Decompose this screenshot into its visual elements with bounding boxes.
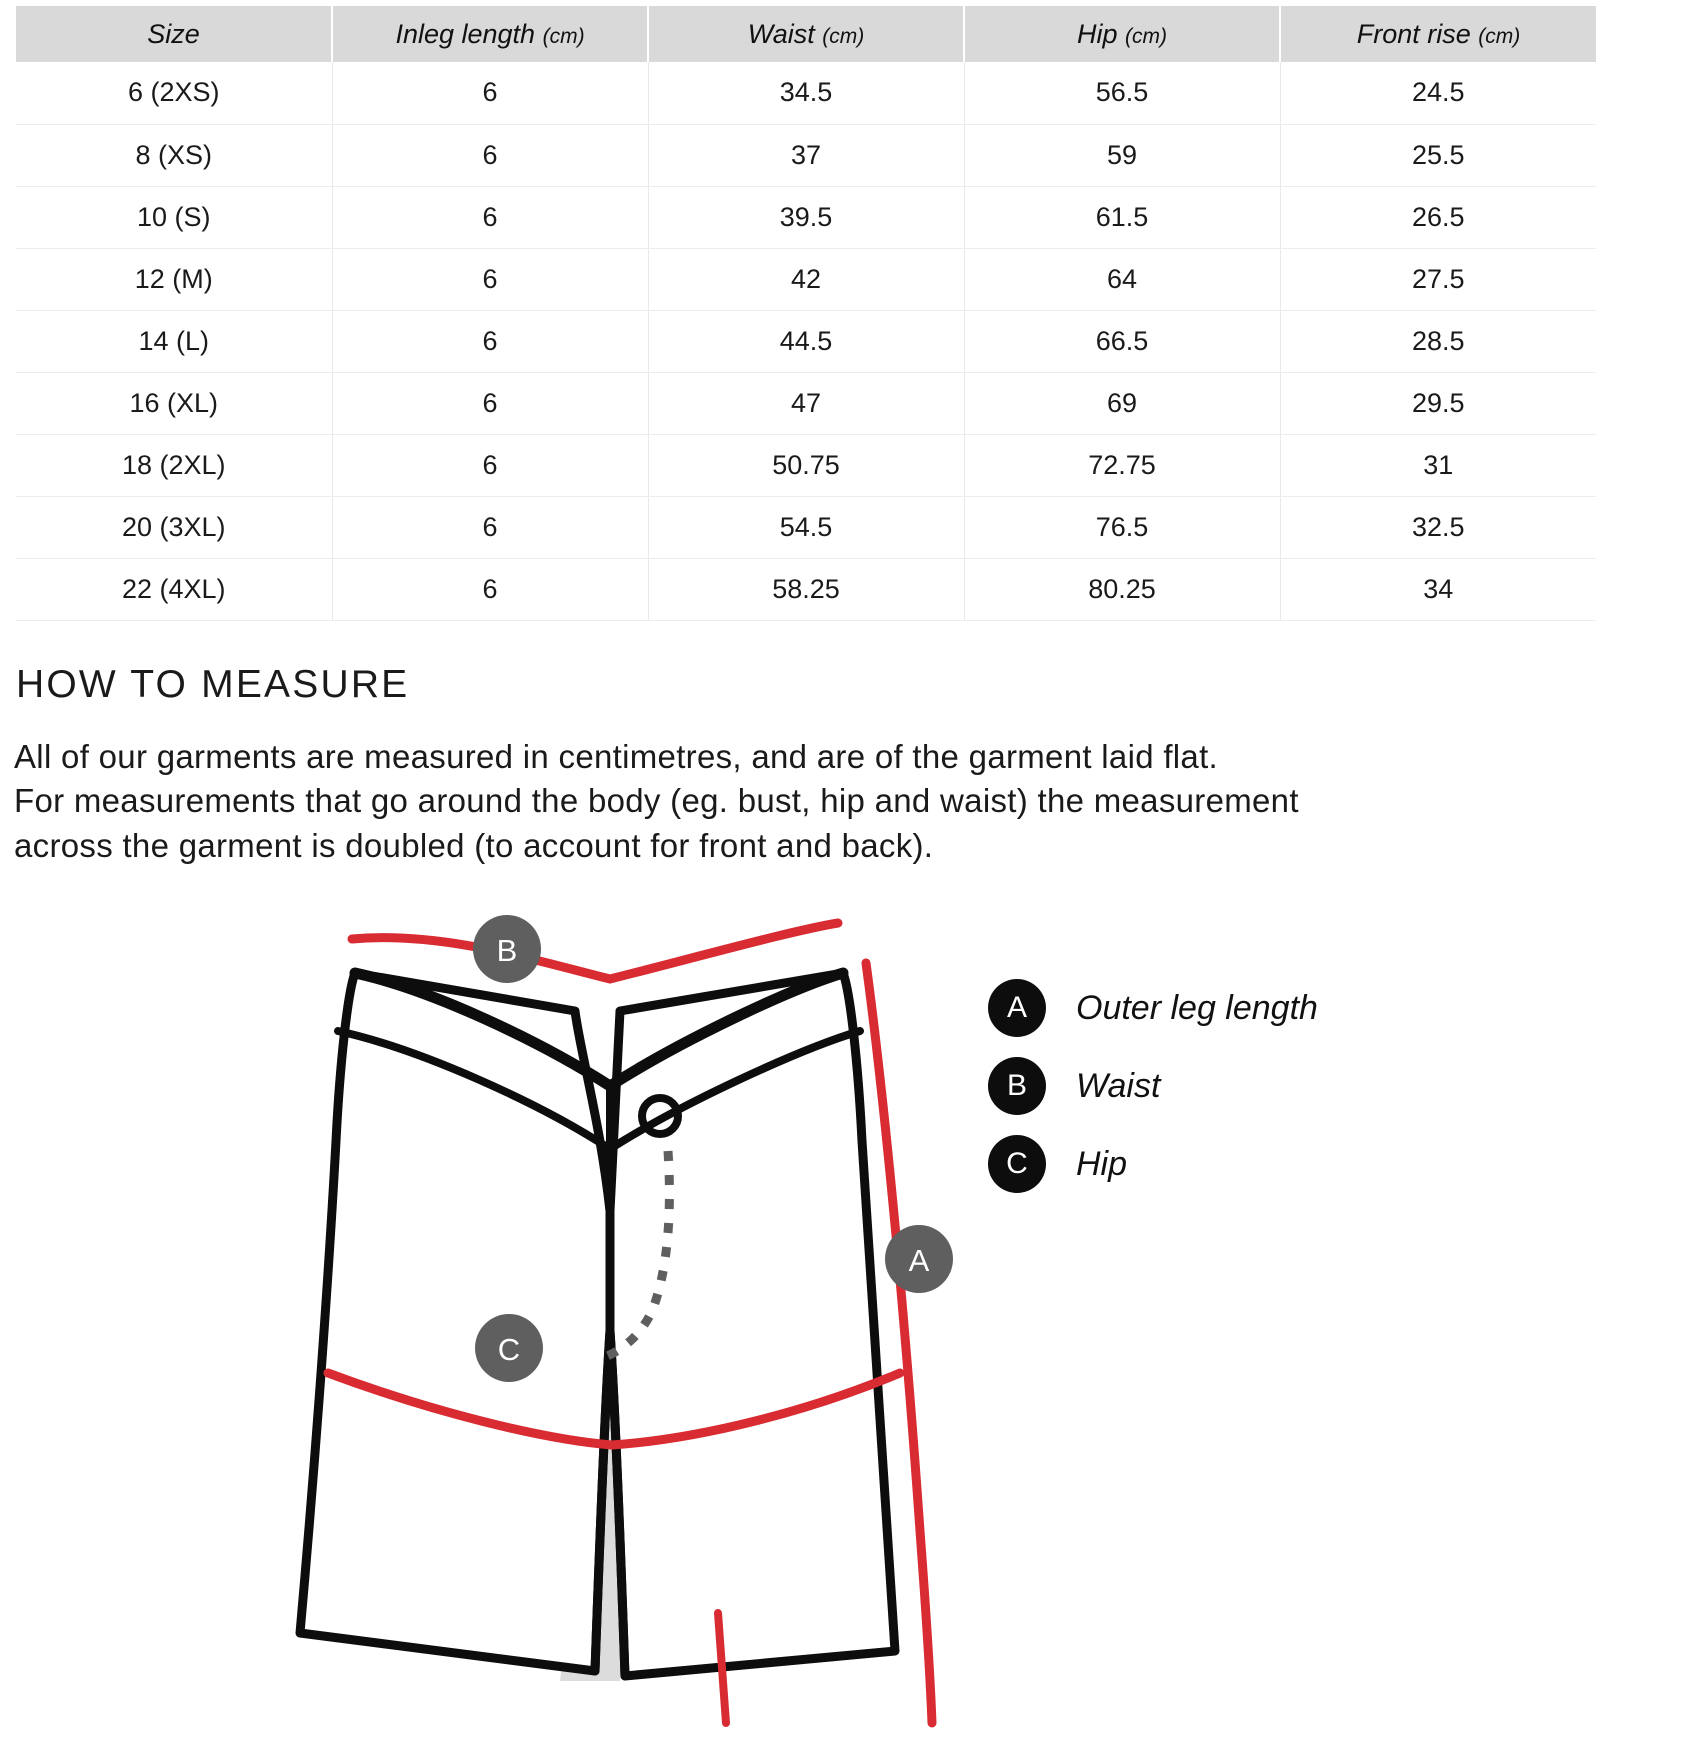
column-header-unit: (cm) [1478,24,1521,48]
cell-waist: 39.5 [648,186,964,248]
cell-front-rise: 24.5 [1280,62,1596,124]
cell-front-rise: 29.5 [1280,372,1596,434]
column-header-waist [648,6,964,62]
cell-size: 18 (2XL) [16,434,332,496]
cell-front-rise: 25.5 [1280,124,1596,186]
cell-waist: 34.5 [648,62,964,124]
cell-size: 20 (3XL) [16,496,332,558]
cell-waist: 50.75 [648,434,964,496]
cell-size: 6 (2XS) [16,62,332,124]
shorts-measurement-diagram [0,911,1683,1749]
how-to-measure-heading: HOW TO MEASURE [16,662,410,706]
legend-item-a [988,969,1408,1047]
cell-inleg-length: 6 [332,558,648,620]
legend-label-hip: Hip [1076,1144,1128,1183]
table-row [16,124,1596,186]
table-row [16,372,1596,434]
legend-badge-b: B [988,1057,1046,1115]
cell-waist: 54.5 [648,496,964,558]
legend-badge-c: C [988,1135,1046,1193]
table-row [16,434,1596,496]
legend-label-outer-leg-length: Outer leg length [1076,988,1318,1027]
cell-front-rise: 31 [1280,434,1596,496]
cell-size: 12 (M) [16,248,332,310]
table-row [16,248,1596,310]
shorts-illustration-icon [0,911,1683,1749]
legend-label-waist: Waist [1076,1066,1161,1105]
cell-front-rise: 34 [1280,558,1596,620]
how-to-measure-line-3: across the garment is doubled (to account for front and back). [14,827,934,865]
svg-text:C: C [497,1332,521,1367]
cell-inleg-length: 6 [332,496,648,558]
cell-hip: 66.5 [964,310,1280,372]
cell-inleg-length: 6 [332,124,648,186]
cell-inleg-length: 6 [332,372,648,434]
cell-hip: 64 [964,248,1280,310]
how-to-measure-line-1: All of our garments are measured in centimetres, and are of the garment laid flat. [14,737,1219,775]
cell-hip: 56.5 [964,62,1280,124]
legend-badge-a: A [988,979,1046,1037]
table-row [16,310,1596,372]
cell-hip: 69 [964,372,1280,434]
table-row [16,558,1596,620]
size-chart-table [16,6,1596,621]
legend-item-c [988,1125,1408,1203]
cell-inleg-length: 6 [332,62,648,124]
measure-line-waist [352,923,838,979]
size-guide-page [0,6,1683,1749]
column-header-label: Inleg length [395,18,536,49]
how-to-measure-body [14,735,1614,870]
table-row [16,62,1596,124]
column-header-label: Size [147,18,200,49]
how-to-measure-line-2: For measurements that go around the body (eg. bust, hip and waist) the measurement [14,782,1299,820]
cell-inleg-length: 6 [332,434,648,496]
marker-b-waist [473,915,541,983]
svg-text:A: A [908,1243,930,1278]
table-header-row [16,6,1596,62]
cell-hip: 72.75 [964,434,1280,496]
cell-size: 22 (4XL) [16,558,332,620]
column-header-hip [964,6,1280,62]
cell-hip: 76.5 [964,496,1280,558]
cell-waist: 42 [648,248,964,310]
cell-size: 14 (L) [16,310,332,372]
cell-size: 16 (XL) [16,372,332,434]
cell-inleg-length: 6 [332,310,648,372]
column-header-front-rise [1280,6,1596,62]
table-row [16,496,1596,558]
column-header-label: Waist [747,18,815,49]
cell-hip: 80.25 [964,558,1280,620]
cell-inleg-length: 6 [332,248,648,310]
cell-front-rise: 26.5 [1280,186,1596,248]
cell-size: 8 (XS) [16,124,332,186]
cell-waist: 58.25 [648,558,964,620]
column-header-label: Hip [1076,18,1118,49]
marker-c-hip [475,1314,543,1382]
column-header-unit: (cm) [1125,24,1167,48]
cell-front-rise: 32.5 [1280,496,1596,558]
column-header-unit: (cm) [542,24,585,48]
legend-item-b [988,1047,1408,1125]
cell-size: 10 (S) [16,186,332,248]
marker-a-outer-leg [885,1225,953,1293]
cell-hip: 59 [964,124,1280,186]
cell-front-rise: 27.5 [1280,248,1596,310]
cell-waist: 37 [648,124,964,186]
shorts-left-leg-outline [300,973,610,1671]
cell-inleg-length: 6 [332,186,648,248]
cell-waist: 44.5 [648,310,964,372]
svg-text:B: B [496,933,518,968]
column-header-inleg-length [332,6,648,62]
column-header-size [16,6,332,62]
cell-front-rise: 28.5 [1280,310,1596,372]
column-header-unit: (cm) [822,24,865,48]
measurement-legend [988,969,1408,1203]
shorts-right-leg-outline [610,973,895,1676]
column-header-label: Front rise [1356,18,1471,49]
table-row [16,186,1596,248]
cell-hip: 61.5 [964,186,1280,248]
cell-waist: 47 [648,372,964,434]
